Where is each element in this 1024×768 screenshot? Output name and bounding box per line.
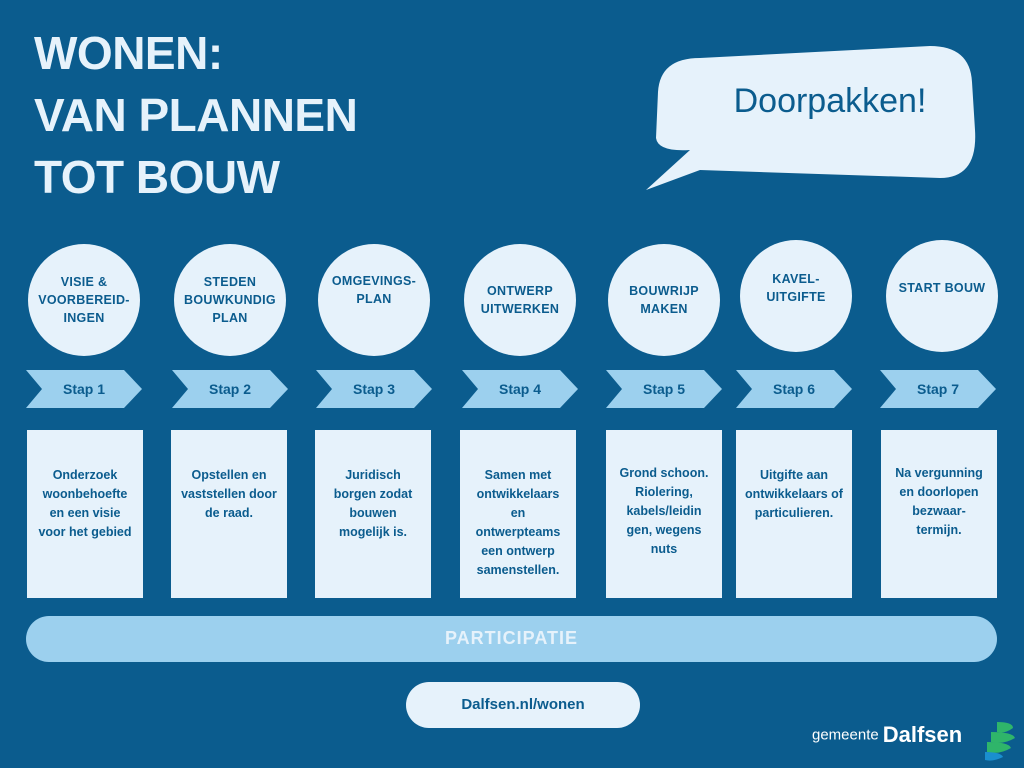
step-label-5: Stap 5	[642, 381, 685, 397]
phase-circle-7	[886, 240, 998, 352]
step-arrow-5	[606, 370, 722, 408]
phase-label-2: STEDEN BOUWKUNDIG PLAN	[184, 275, 276, 325]
step-desc-6: Uitgifte aan ontwikkelaars of particulieren.	[745, 468, 843, 520]
leaf-stripes-icon	[983, 718, 1019, 762]
step-card-7	[881, 430, 997, 598]
step-card-2	[171, 430, 287, 598]
phase-circle-4	[464, 244, 576, 356]
step-arrow-1	[26, 370, 142, 408]
phase-label-6: KAVEL- UITGIFTE	[766, 272, 826, 304]
title-line-3: TOT BOUW	[34, 151, 280, 203]
step-arrow-4	[462, 370, 578, 408]
step-card-5	[606, 430, 722, 598]
step-arrow-6	[736, 370, 852, 408]
phase-label-7: START BOUW	[898, 281, 986, 295]
speech-bubble-text: Doorpakken!	[733, 82, 927, 120]
step-label-6: Stap 6	[772, 381, 815, 397]
phase-circle-6	[740, 240, 852, 352]
phase-label-3: OMGEVINGS- PLAN	[331, 274, 417, 306]
step-desc-3: Juridisch borgen zodat bouwen mogelijk is.	[333, 468, 413, 539]
phase-circle-3	[318, 244, 430, 356]
phase-circle-5	[608, 244, 720, 356]
step-label-1: Stap 1	[62, 381, 105, 397]
website-link[interactable]: Dalfsen.nl/wonen	[406, 682, 640, 728]
step-card-1	[27, 430, 143, 598]
step-desc-7: Na vergunning en doorlopen bezwaar- termijn.	[895, 466, 983, 537]
step-arrow-3	[316, 370, 432, 408]
phase-label-5: BOUWRIJP MAKEN	[629, 284, 699, 316]
step-label-7: Stap 7	[916, 381, 959, 397]
step-desc-4: Samen met ontwikkelaars en ontwerpteams een ontwerp samenstellen.	[475, 468, 561, 577]
phase-circle-1	[28, 244, 140, 356]
step-label-4: Stap 4	[498, 381, 541, 397]
phase-circle-2	[174, 244, 286, 356]
phase-label-1: VISIE & VOORBEREID- INGEN	[38, 275, 130, 325]
step-desc-2: Opstellen en vaststellen door de raad.	[181, 468, 277, 520]
step-arrow-7	[880, 370, 996, 408]
step-desc-1: Onderzoek woonbehoefte en een visie voor het gebied	[38, 468, 132, 539]
title-line-2: VAN PLANNEN	[34, 89, 358, 141]
step-desc-5: Grond schoon. Riolering, kabels/leidin gen, wegens nuts	[619, 466, 709, 556]
step-label-3: Stap 3	[352, 381, 395, 397]
step-arrow-2	[172, 370, 288, 408]
title-line-1: WONEN:	[34, 27, 223, 79]
step-card-3	[315, 430, 431, 598]
phase-label-4: ONTWERP UITWERKEN	[480, 284, 560, 316]
logo-prefix: gemeente	[812, 726, 879, 744]
step-card-4	[460, 430, 576, 598]
step-card-6	[736, 430, 852, 598]
logo-name: Dalfsen	[882, 722, 963, 747]
participatie-bar: PARTICIPATIE	[26, 616, 997, 662]
municipality-logo	[812, 722, 962, 752]
step-label-2: Stap 2	[208, 381, 251, 397]
